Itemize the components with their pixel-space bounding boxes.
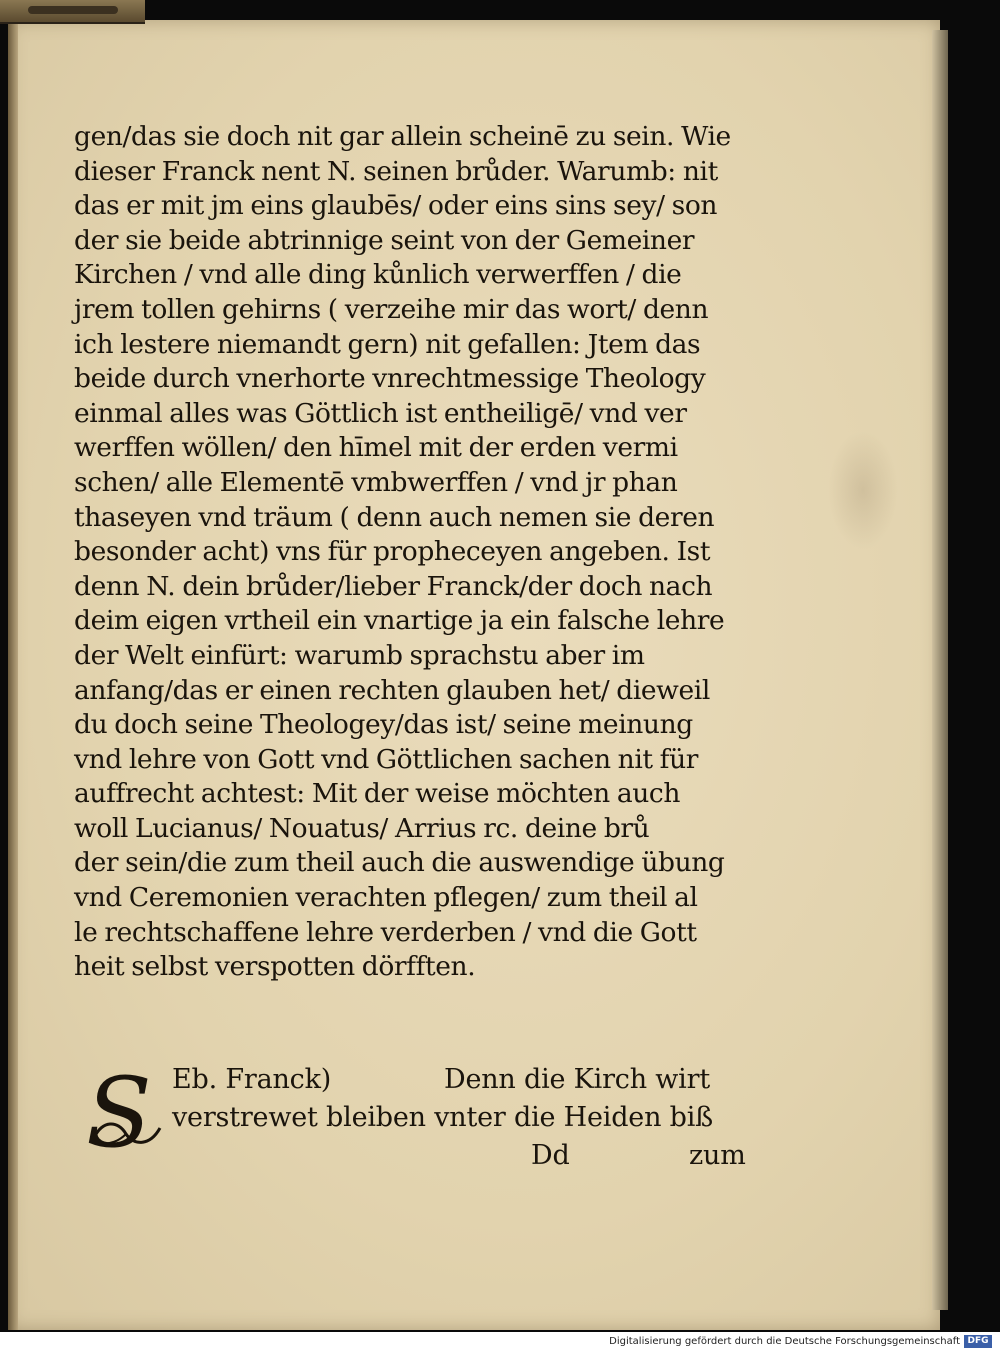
section-second-line: verstrewet bleiben vnter die Heiden biß [172, 1102, 714, 1133]
speaker-label: Eb. Franck) [172, 1064, 332, 1095]
text-line: beide durch vnerhorte vnrechtmessige Theology [74, 363, 706, 395]
initial-swash-ornament [90, 1116, 164, 1148]
text-line: denn N. dein brůder/lieber Franck/der doch nach [74, 570, 713, 602]
text-line: einmal alles was Göttlich ist entheiligē/ vnd ver [74, 397, 687, 429]
text-line: das er mit jm eins glaubēs/ oder eins sins sey/ son [74, 190, 718, 222]
text-line: besonder acht) vns für propheceyen angeben. Ist [74, 536, 711, 568]
catchword: zum [689, 1140, 746, 1171]
funding-credit: Digitalisierung gefördert durch die Deutsche Forschungsgemeinschaft [609, 1336, 960, 1347]
text-line: du doch seine Theologey/das ist/ seine meinung [74, 709, 693, 741]
signature-mark: Dd [531, 1140, 570, 1171]
text-line: heit selbst verspotten dörfften. [74, 951, 476, 983]
text-line: ich lestere niemandt gern) nit gefallen: Jtem das [74, 328, 701, 360]
text-line: der sein/die zum theil auch die auswendige übung [74, 847, 725, 879]
text-line: le rechtschaffene lehre verderben / vnd die Gott [74, 916, 697, 948]
text-line: thaseyen vnd träum ( denn auch nemen sie deren [74, 501, 715, 533]
new-section [86, 1057, 786, 1200]
footer-bar [0, 1332, 1000, 1352]
bookmark-tab [0, 0, 145, 24]
text-line: woll Lucianus/ Nouatus/ Arrius rc. deine brů [74, 812, 650, 844]
text-line: der sie beide abtrinnige seint von der Gemeiner [74, 224, 695, 256]
decorated-initial: S [86, 1057, 152, 1169]
text-line: auffrecht achtest: Mit der weise möchten auch [74, 778, 681, 810]
text-line: schen/ alle Elementē vmbwerffen / vnd jr phan [74, 466, 678, 498]
text-line: Kirchen / vnd alle ding kůnlich verwerffen / die [74, 259, 682, 291]
dfg-logo-icon: DFG [964, 1335, 992, 1348]
text-line: werffen wöllen/ den hīmel mit der erden vermi [74, 432, 678, 464]
text-line: anfang/das er einen rechten glauben het/ dieweil [74, 674, 710, 706]
text-line: deim eigen vrtheil ein vnartige ja ein falsche lehre [74, 605, 725, 637]
tab-mark [28, 6, 118, 14]
section-line-text: Denn die Kirch wirt [444, 1064, 710, 1095]
page-spine-shadow [8, 20, 18, 1330]
text-line: gen/das sie doch nit gar allein scheinē zu sein. Wie [74, 121, 731, 152]
ink-bleed-through [828, 430, 898, 550]
body-text [74, 120, 764, 985]
page-edge-shadow [932, 30, 948, 1310]
scanned-page [8, 20, 940, 1330]
text-line: jrem tollen gehirns ( verzeihe mir das wort/ denn [74, 293, 709, 325]
text-line: dieser Franck nent N. seinen brůder. Warumb: nit [74, 155, 718, 187]
text-line: vnd lehre von Gott vnd Göttlichen sachen nit für [74, 743, 699, 775]
text-line: der Welt einfürt: warumb sprachstu aber im [74, 639, 645, 671]
text-line: vnd Ceremonien verachten pflegen/ zum theil al [74, 882, 698, 914]
